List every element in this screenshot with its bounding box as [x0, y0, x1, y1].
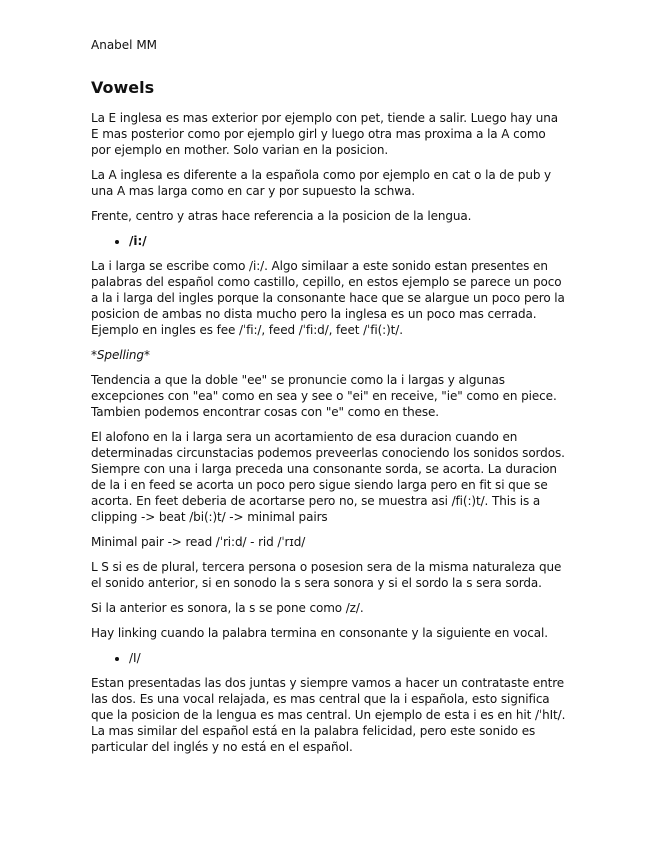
spelling-word: Spelling: [96, 348, 144, 362]
paragraph-a-vowels: La A inglesa es diferente a la española como por ejemplo en cat o la de pub y una A mas larga como en car y por supuesto la schwa.: [91, 168, 552, 198]
bullet-long-i: • /i:/: [129, 233, 566, 249]
paragraph-plural-s: L S si es de plural, tercera persona o posesion sera de la misma naturaleza que el sonido anterior, si en sonodo la s sera sonora y si el sordo la s sera sorda.: [91, 560, 562, 590]
paragraph-spelling: Tendencia a que la doble "ee" se pronuncie como la i largas y algunas excepciones con "ea" como en sea y see o "ei" en receive, "ie" como en piece. Tambien podemos encontrar cosas con "e" como en these.: [91, 373, 557, 419]
paragraph-e-vowels: La E inglesa es mas exterior por ejemplo con pet, tiende a salir. Luego hay una E mas posterior como por ejemplo girl y luego otra mas proxima a la A como por ejemplo en mother. Solo varian en la posicion.: [91, 111, 559, 157]
page-title: Vowels: [91, 78, 155, 97]
paragraph-voiced-s: Si la anterior es sonora, la s se pone como /z/.: [91, 601, 364, 615]
spelling-heading: [91, 347, 566, 363]
paragraph-minimal-pair: Minimal pair -> read /ˈri:d/ - rid /ˈrɪd/: [91, 535, 306, 549]
paragraph-linking: Hay linking cuando la palabra termina en consonante y la siguiente en vocal.: [91, 626, 548, 640]
bullet-short-i: • /I/: [129, 650, 566, 666]
paragraph-tongue-position: Frente, centro y atras hace referencia a la posicion de la lengua.: [91, 209, 472, 223]
bullet-list-short-i: [91, 650, 566, 666]
paragraph-allophone: El alofono en la i larga sera un acortamiento de esa duracion cuando en determinadas circunstacias podemos preveerlas conociendo los sonidos sordos. Siempre con una i larga preceda una consonante sorda, se acorta. La duracion de la i en feed se acorta un poco pero sigue siendo larga pero en fit si que se acorta. En feet deberia de acortarse pero no, se muestra asi /fi(:)t/. This is a clipping -> beat /bi(:)t/ -> minimal pairs: [91, 430, 565, 524]
document-body: [91, 110, 566, 764]
spelling-asterisk-open: *: [91, 348, 97, 362]
spelling-asterisk-close: *: [143, 348, 150, 362]
author-name: Anabel MM: [91, 38, 158, 52]
paragraph-short-i: Estan presentadas las dos juntas y siempre vamos a hacer un contrataste entre las dos. Es una vocal relajada, es mas central que la i española, esto significa que la posicion de la lengua es mas central. Un ejemplo de esta i es en hit /ˈhIt/. La mas similar del español está en la palabra felicidad, pero este sonido es particular del inglés y no está en el español.: [91, 676, 566, 754]
paragraph-long-i: La i larga se escribe como /i:/. Algo similaar a este sonido estan presentes en palabras del español como castillo, cepillo, en estos ejemplo se parece un poco a la i larga del ingles porque la consonante hace que se alargue un poco pero la posicion de ambas no dista mucho pero la inglesa es un poco mas cerrada. Ejemplo en ingles es fee /ˈfi:/, feed /ˈfi:d/, feet /ˈfi(:)t/.: [91, 259, 565, 337]
bullet-list-long-i: [91, 233, 566, 249]
